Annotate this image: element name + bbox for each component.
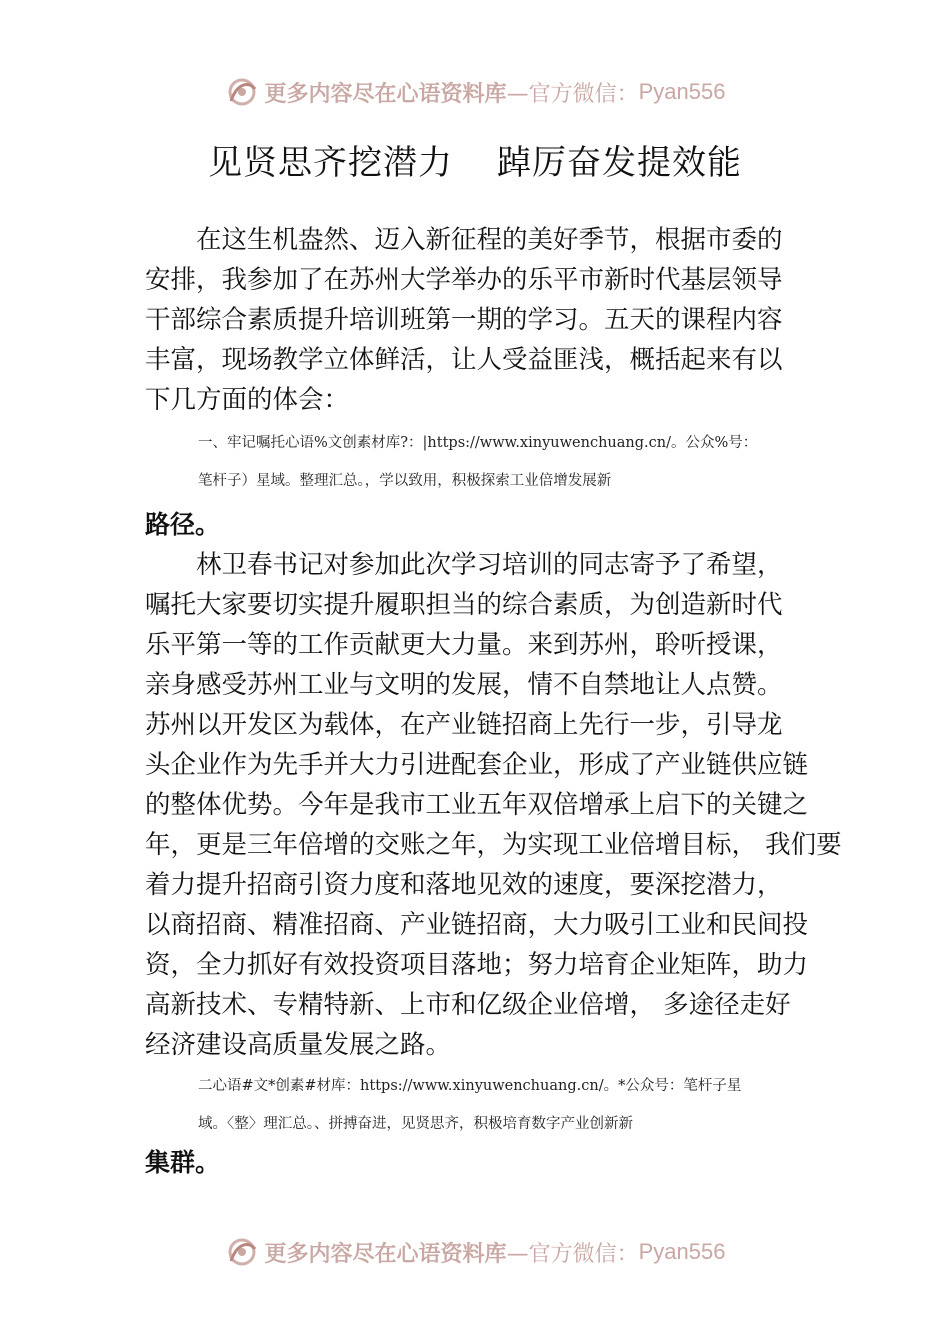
intro-line: 安排，我参加了在苏州大学举办的乐平市新时代基层领导 bbox=[145, 265, 783, 295]
intro-line: 丰富，现场教学立体鲜活，让人受益匪浅，概括起来有以 bbox=[145, 345, 783, 375]
body-line: 高新技术、专精特新、上市和亿级企业倍增， 多途径走好 bbox=[145, 990, 791, 1020]
banner-dash: —官方微信： bbox=[506, 81, 639, 107]
section2-heading bbox=[198, 1067, 838, 1143]
section1-line: 笔杆子）星域。整理汇总。，学以致用，积极探索工业倍增发展新 bbox=[198, 473, 612, 489]
intro-line: 在这生机盎然、迈入新征程的美好季节，根据市委的 bbox=[196, 225, 783, 255]
body-paragraph bbox=[145, 545, 842, 1065]
spiral-logo-icon bbox=[225, 1235, 259, 1269]
section2-line: 二心语#文*创素#材库：https://www.xinyuwenchuang.cn/。*公众号：笔杆子星 bbox=[198, 1078, 742, 1094]
intro-paragraph bbox=[145, 220, 825, 420]
banner-text: 更多内容尽在心语资料库 bbox=[264, 81, 507, 107]
section1-tail: 路径。 bbox=[145, 510, 221, 539]
intro-line: 下几方面的体会： bbox=[145, 385, 350, 415]
body-line: 的整体优势。今年是我市工业五年双倍增承上启下的关键之 bbox=[145, 790, 809, 820]
footer-banner bbox=[0, 1232, 950, 1272]
body-line: 以商招商、精准招商、产业链招商，大力吸引工业和民间投 bbox=[145, 910, 809, 940]
body-line: 嘱托大家要切实提升履职担当的综合素质，为创造新时代 bbox=[145, 590, 783, 620]
body-line: 着力提升招商引资力度和落地见效的速度，要深挖潜力， bbox=[145, 870, 783, 900]
section1-heading bbox=[198, 424, 838, 500]
body-line: 资，全力抓好有效投资项目落地；努力培育企业矩阵，助力 bbox=[145, 950, 809, 980]
page-title bbox=[0, 135, 950, 184]
banner-wechat: Pyan556 bbox=[638, 1239, 726, 1264]
title-part2: 踔厉奋发提效能 bbox=[497, 143, 742, 183]
header-banner bbox=[0, 72, 950, 112]
section1-line: 一、牢记嘱托心语%文创素材库?：|https://www.xinyuwenchuang.cn/。公众%号： bbox=[198, 435, 758, 451]
body-line: 林卫春书记对参加此次学习培训的同志寄予了希望， bbox=[196, 550, 783, 580]
body-line: 头企业作为先手并大力引进配套企业，形成了产业链供应链 bbox=[145, 750, 809, 780]
body-line: 亲身感受苏州工业与文明的发展，情不自禁地让人点赞。 bbox=[145, 670, 783, 700]
body-line: 乐平第一等的工作贡献更大力量。来到苏州，聆听授课， bbox=[145, 630, 783, 660]
body-line: 年，更是三年倍增的交账之年，为实现工业倍增目标， 我们要 bbox=[145, 830, 842, 860]
body-line: 经济建设高质量发展之路。 bbox=[145, 1030, 452, 1060]
title-part1: 见贤思齐挖潜力 bbox=[208, 143, 453, 183]
body-line: 苏州以开发区为载体，在产业链招商上先行一步，引导龙 bbox=[145, 710, 783, 740]
intro-line: 干部综合素质提升培训班第一期的学习。五天的课程内容 bbox=[145, 305, 783, 335]
banner-dash: —官方微信： bbox=[506, 1241, 639, 1267]
banner-text: 更多内容尽在心语资料库 bbox=[264, 1241, 507, 1267]
section2-tail: 集群。 bbox=[145, 1148, 221, 1177]
spiral-logo-icon bbox=[225, 75, 259, 109]
section2-line: 域。〈整〉理汇总。、拼搏奋进，见贤思齐，积极培育数字产业创新新 bbox=[198, 1116, 633, 1132]
banner-wechat: Pyan556 bbox=[638, 79, 726, 104]
